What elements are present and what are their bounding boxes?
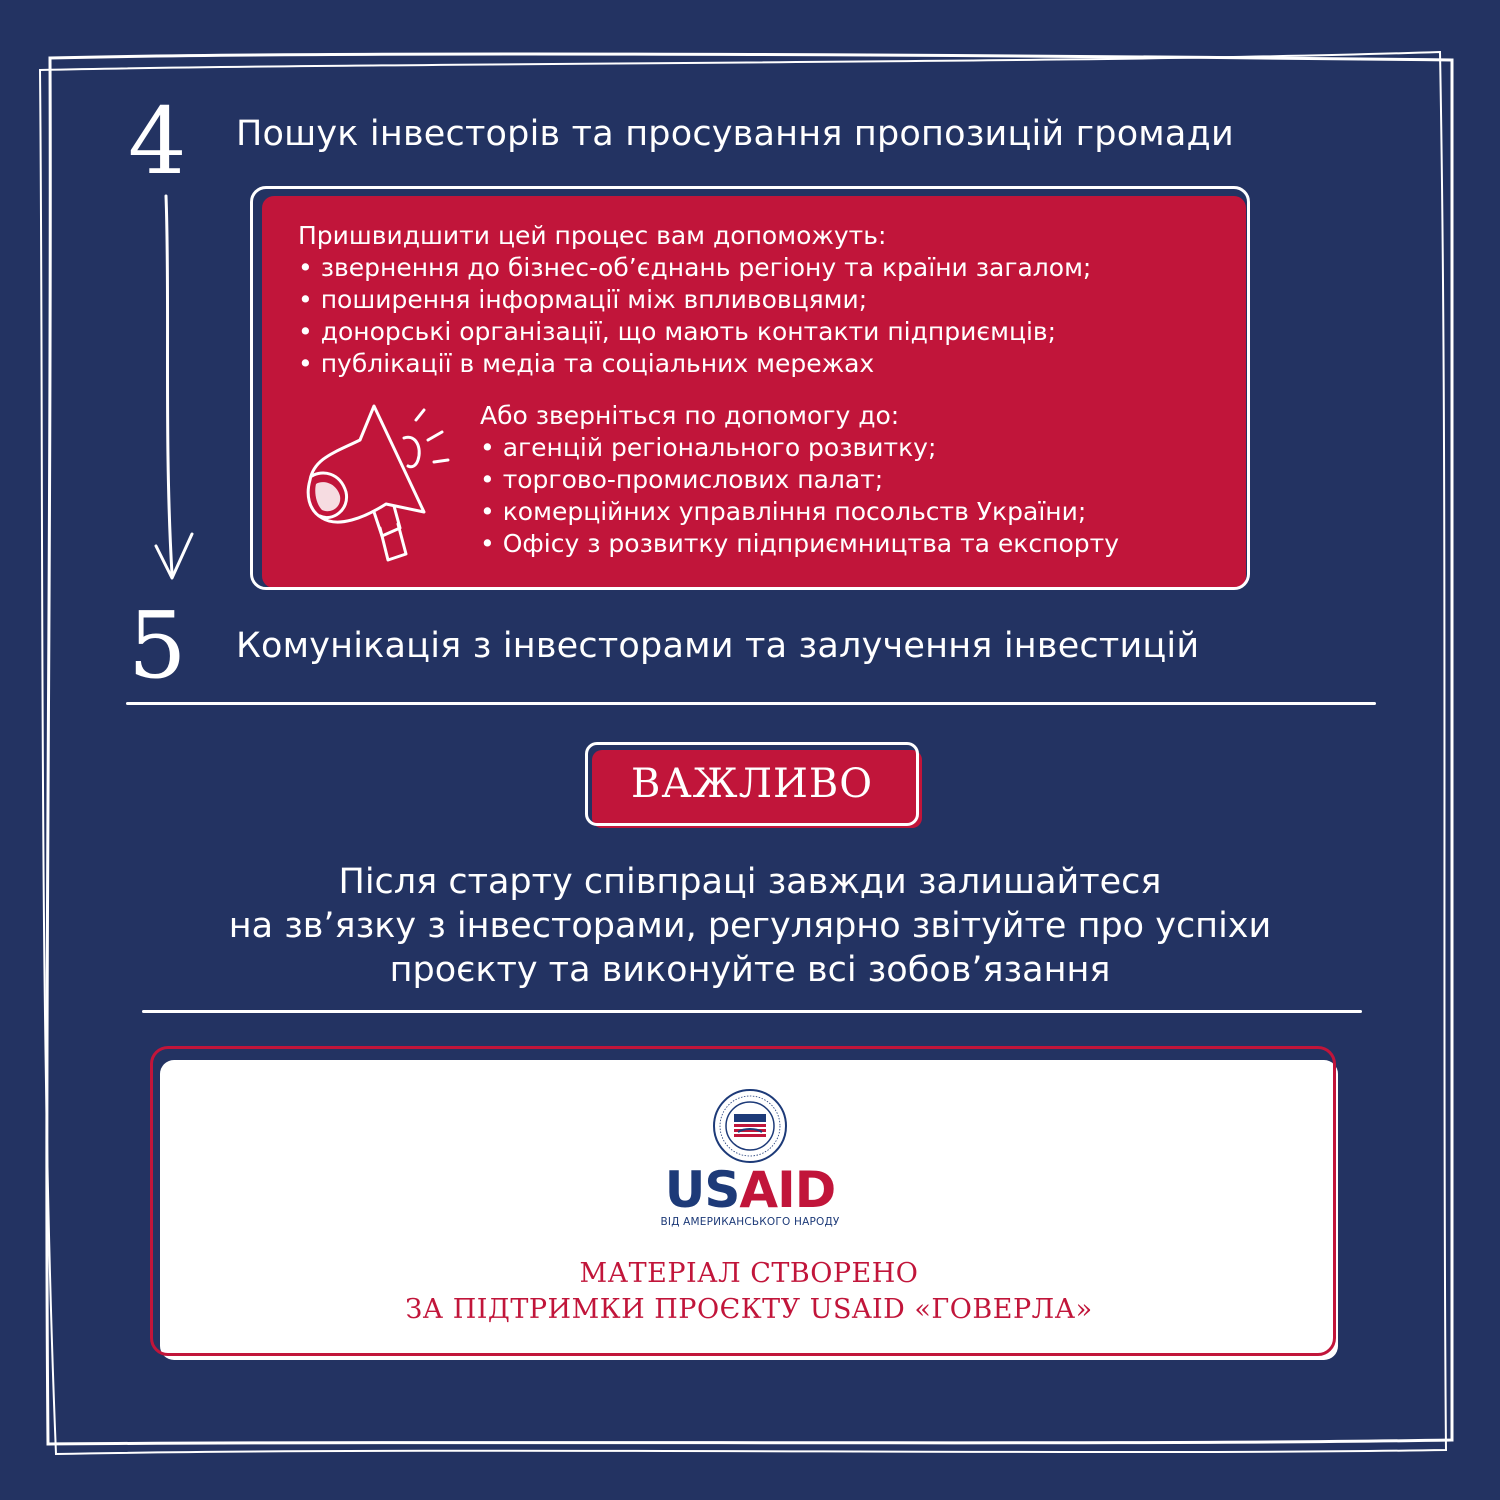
usaid-seal-icon bbox=[712, 1088, 788, 1164]
divider-bottom bbox=[142, 1010, 1362, 1013]
accelerators-block bbox=[298, 220, 1091, 380]
list-item: • комерційних управління посольств України; bbox=[480, 496, 1119, 528]
list-item: • агенцій регіонального розвитку; bbox=[480, 432, 1119, 464]
important-line: проєкту та виконуйте всі зобов’язання bbox=[389, 950, 1111, 990]
step-number-4: 4 bbox=[128, 88, 187, 195]
list-item: • торгово-промислових палат; bbox=[480, 464, 1119, 496]
step-title-5: Комунікація з інвесторами та залучення інвестицій bbox=[236, 626, 1200, 666]
step-number-5: 5 bbox=[128, 592, 187, 699]
megaphone-icon bbox=[300, 400, 460, 570]
list-item: • донорські організації, що мають контакти підприємців; bbox=[298, 316, 1091, 348]
usaid-logo-us: US bbox=[664, 1161, 740, 1219]
alternative-intro: Або зверніться по допомогу до: bbox=[480, 401, 900, 430]
list-item: • звернення до бізнес-об’єднань регіону та країни загалом; bbox=[298, 252, 1091, 284]
important-line: на зв’язку з інвесторами, регулярно звітуйте про успіхи bbox=[228, 906, 1272, 946]
divider-top bbox=[126, 702, 1376, 705]
list-item: • поширення інформації між впливовцями; bbox=[298, 284, 1091, 316]
accelerators-intro: Пришвидшити цей процес вам допоможуть: bbox=[298, 221, 887, 250]
accelerators-list bbox=[298, 252, 1091, 380]
step-title-4: Пошук інвесторів та просування пропозицій громади bbox=[236, 114, 1234, 154]
usaid-logo-aid: AID bbox=[739, 1161, 836, 1219]
credit-line: ЗА ПІДТРИМКИ ПРОЄКТУ USAID «ГОВЕРЛА» bbox=[405, 1294, 1093, 1325]
credit-text bbox=[160, 1256, 1338, 1328]
important-badge bbox=[585, 742, 919, 826]
important-line: Після старту співпраці завжди залишайтеся bbox=[338, 862, 1162, 902]
list-item: • Офісу з розвитку підприємництва та експорту bbox=[480, 528, 1119, 560]
important-badge-label: ВАЖЛИВО bbox=[630, 761, 874, 807]
alternative-help-block bbox=[480, 400, 1119, 560]
usaid-tagline: ВІД АМЕРИКАНСЬКОГО НАРОДУ bbox=[660, 1216, 840, 1228]
list-item: • публікації в медіа та соціальних мережах bbox=[298, 348, 1091, 380]
alternative-list bbox=[480, 432, 1119, 560]
credit-line: МАТЕРІАЛ СТВОРЕНО bbox=[579, 1258, 919, 1289]
important-message bbox=[100, 860, 1400, 992]
usaid-logo-wordmark bbox=[600, 1162, 900, 1218]
